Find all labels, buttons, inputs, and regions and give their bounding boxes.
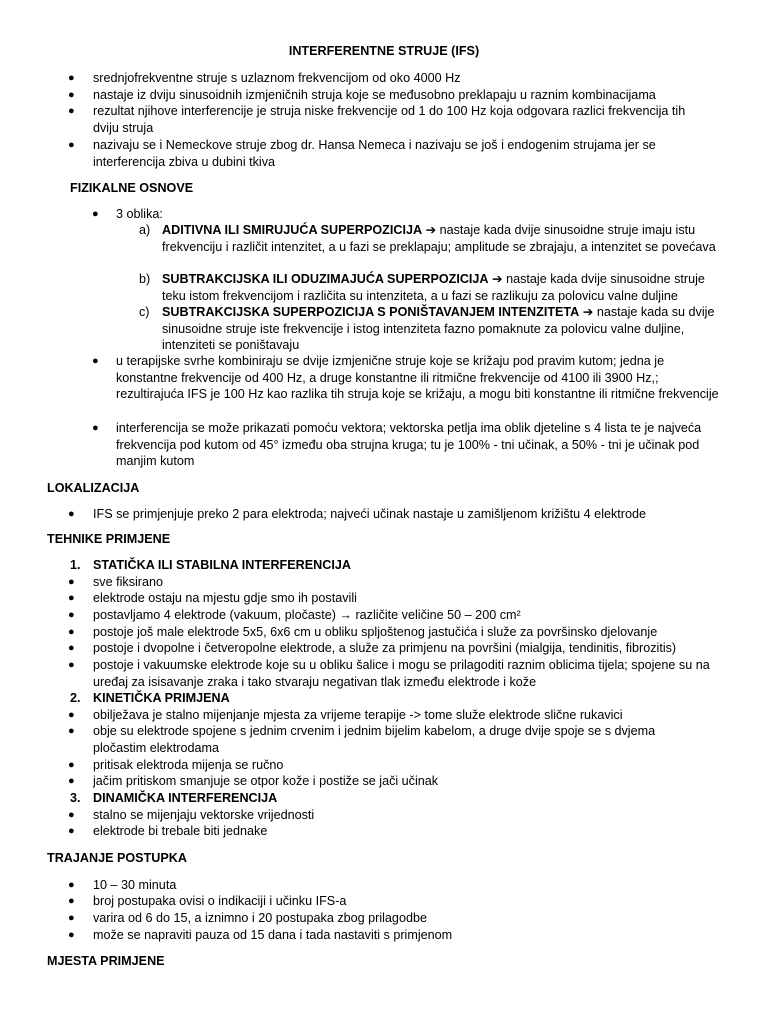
bullet-icon: ● — [68, 609, 75, 621]
list-item: elektrode bi trebale biti jednake — [93, 824, 268, 838]
list-item: jačim pritiskom smanjuje se otpor kože i postiže se jači učinak — [93, 774, 439, 788]
bullet-icon: ● — [68, 879, 75, 891]
bullet-icon: ● — [68, 626, 75, 638]
section-heading: TEHNIKE PRIMJENE — [47, 532, 171, 546]
bullet-icon: ● — [68, 759, 75, 771]
superposition-name: ADITIVNA ILI SMIRUJUĆA SUPERPOZICIJA — [162, 223, 423, 237]
list-item: varira od 6 do 15, a iznimno i 20 postupaka zbog prilagodbe — [93, 911, 427, 925]
list-item: postavljamo 4 elektrode (vakuum, pločaste) → različite veličine 50 – 200 cm² — [93, 608, 521, 622]
list-item: pritisak elektroda mijenja se ručno — [93, 758, 284, 772]
sub-item — [162, 222, 722, 255]
list-item: 3 oblika: — [116, 207, 163, 221]
list-item: nastaje iz dviju sinusoidnih izmjeničnih struja koje se međusobno preklapaju u raznim kombinacijama — [93, 88, 656, 102]
list-item: postoje još male elektrode 5x5, 6x6 cm u obliku spljoštenog jastučića i služe za površinsko djelovanje — [93, 625, 658, 639]
group-number: 1. — [70, 558, 81, 572]
list-item: elektrode ostaju na mjestu gdje smo ih postavili — [93, 591, 357, 605]
list-item: rezultat njihove interferencije je struja niske frekvencije od 1 do 100 Hz koja odgovara razlici frekvencija tih dviju struja — [93, 104, 686, 135]
group-number: 2. — [70, 691, 81, 705]
arrow-right-icon: ➔ — [425, 223, 437, 237]
sub-item — [162, 271, 722, 304]
sub-item-label: a) — [139, 223, 151, 237]
superposition-description: nastaje kada su dvije sinusoidne struje iste frekvencije i istog intenziteta fazno pomaknute za polovicu valne duljine, intenziteti se poništavaju — [162, 305, 715, 353]
list-item: sve fiksirano — [93, 575, 163, 589]
superposition-name: SUBTRAKCIJSKA ILI ODUZIMAJUĆA SUPERPOZICIJA — [162, 272, 489, 286]
section-heading: TRAJANJE POSTUPKA — [47, 851, 187, 865]
bullet-icon: ● — [68, 576, 75, 588]
sub-item-label: c) — [139, 305, 150, 319]
bullet-icon: ● — [68, 912, 75, 924]
list-item: obje su elektrode spojene s jednim crvenim i jednim bijelim kabelom, a druge dvije spoje se s dvjema pločastim elektrodama — [93, 724, 656, 755]
bullet-icon: ● — [68, 642, 75, 654]
section-heading: FIZIKALNE OSNOVE — [70, 181, 194, 195]
group-title: STATIČKA ILI STABILNA INTERFERENCIJA — [93, 558, 351, 572]
bullet-icon: ● — [68, 105, 75, 117]
superposition-name: SUBTRAKCIJSKA SUPERPOZICIJA S PONIŠTAVANJEM INTENZITETA — [162, 305, 580, 319]
list-item: IFS se primjenjuje preko 2 para elektroda; najveći učinak nastaje u zamišljenom križištu 4 elektrode — [93, 507, 646, 521]
superposition-description: nastaje kada dvije sinusoidne struje imaju istu frekvenciju i različit intenzitet, a u fazi se preklapaju; amplitude se zbrajaju, a intenzitet se povećava — [162, 223, 716, 254]
bullet-icon: ● — [92, 208, 99, 220]
section-heading: MJESTA PRIMJENE — [47, 954, 165, 968]
bullet-icon: ● — [68, 508, 75, 520]
bullet-icon: ● — [68, 929, 75, 941]
sub-item — [162, 304, 722, 354]
list-item: stalno se mijenjaju vektorske vrijednosti — [93, 808, 315, 822]
group-number: 3. — [70, 791, 81, 805]
list-item: nazivaju se i Nemeckove struje zbog dr. Hansa Nemeca i nazivaju se još i endogenim strujama jer se interferencija zbiva u dubini tkiva — [93, 138, 656, 169]
bullet-icon: ● — [68, 592, 75, 604]
document-title: INTERFERENTNE STRUJE (IFS) — [288, 44, 480, 58]
bullet-icon: ● — [68, 809, 75, 821]
group-title: DINAMIČKA INTERFERENCIJA — [93, 791, 278, 805]
bullet-icon: ● — [68, 72, 75, 84]
superposition-description: nastaje kada dvije sinusoidne struje teku istom frekvencijom i različita su intenziteta, a u fazi se razlikuju za polovicu valne duljine — [162, 272, 705, 303]
bullet-icon: ● — [92, 355, 99, 367]
bullet-icon: ● — [68, 895, 75, 907]
bullet-icon: ● — [68, 659, 75, 671]
list-item: obilježava je stalno mijenjanje mjesta za vrijeme terapije -> tome služe elektrode slične rukavici — [93, 708, 623, 722]
list-item: postoje i vakuumske elektrode koje su u obliku šalice i mogu se prilagoditi raznim oblicima tijela; spojene su na uređaj za isisavanje zraka i tako stvaraju negativan tlak između elektrode i kože — [93, 658, 710, 689]
arrow-right-icon: ➔ — [492, 272, 503, 286]
list-item: broj postupaka ovisi o indikaciji i učinku IFS-a — [93, 894, 347, 908]
bullet-icon: ● — [68, 139, 75, 151]
list-item: postoje i dvopolne i četveropolne elektrode, a služe za primjenu na površini (mialgija, tendinitis, fibrozitis) — [93, 641, 677, 655]
list-item: interferencija se može prikazati pomoću vektora; vektorska petlja ima oblik djeteline s 4 lista te je najveća frekvencija pod kutom od 45° između oba strujna kruga; tu je 100% - tni učinak, a 50% - tni je učinak pod manjim kutom — [116, 421, 702, 469]
bullet-icon: ● — [68, 775, 75, 787]
section-heading: LOKALIZACIJA — [47, 481, 140, 495]
bullet-icon: ● — [68, 725, 75, 737]
arrow-right-icon: ➔ — [582, 305, 594, 319]
list-item: 10 – 30 minuta — [93, 878, 177, 892]
bullet-icon: ● — [68, 89, 75, 101]
group-title: KINETIČKA PRIMJENA — [93, 691, 230, 705]
list-item: može se napraviti pauza od 15 dana i tada nastaviti s primjenom — [93, 928, 453, 942]
list-item: u terapijske svrhe kombiniraju se dvije izmjenične struje koje se križaju pod pravim kutom; jedna je konstantne frekvencije od 400 Hz, a druge konstantne ili ritmične frekvencije od 4100 ili 3900 Hz,; rezultirajuća IFS je 100 Hz kao razlika tih struja koje se križaju, a mogu biti konstantne ili ritmične frekvencije — [116, 354, 719, 402]
bullet-icon: ● — [68, 709, 75, 721]
sub-item-label: b) — [139, 272, 151, 286]
bullet-icon: ● — [68, 825, 75, 837]
bullet-icon: ● — [92, 422, 99, 434]
list-item: srednjofrekventne struje s uzlaznom frekvencijom od oko 4000 Hz — [93, 71, 461, 85]
